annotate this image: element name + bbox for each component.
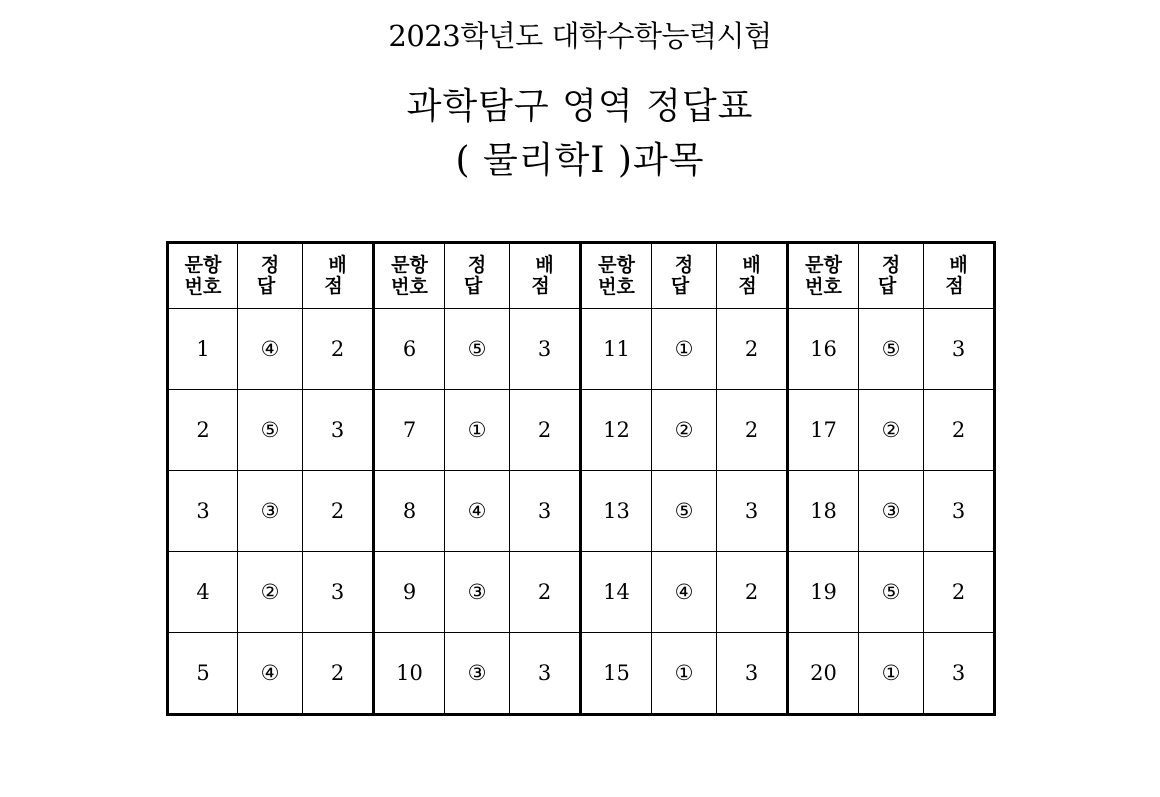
table-row (168, 471, 995, 552)
points-cell: 2 (510, 390, 581, 471)
points-cell: 3 (717, 633, 788, 715)
header-points (303, 243, 374, 309)
answer-cell: ① (445, 390, 510, 471)
answer-cell: ③ (859, 471, 924, 552)
answer-cell: ③ (238, 471, 303, 552)
header-question-no (374, 243, 445, 309)
answer-cell: ② (652, 390, 717, 471)
header-answer (445, 243, 510, 309)
answer-cell: ① (859, 633, 924, 715)
table-row (168, 633, 995, 715)
header-answer (652, 243, 717, 309)
answer-cell: ② (238, 552, 303, 633)
header-points (510, 243, 581, 309)
question-number-cell: 19 (788, 552, 859, 633)
points-cell: 3 (510, 309, 581, 390)
answer-cell: ③ (445, 633, 510, 715)
points-cell: 2 (924, 390, 995, 471)
question-number-cell: 15 (581, 633, 652, 715)
question-number-cell: 13 (581, 471, 652, 552)
question-number-cell: 6 (374, 309, 445, 390)
header-answer-label: 정 답 (670, 254, 702, 297)
points-cell: 2 (510, 552, 581, 633)
points-cell: 3 (510, 633, 581, 715)
points-cell: 2 (303, 471, 374, 552)
question-number-cell: 12 (581, 390, 652, 471)
question-number-cell: 1 (168, 309, 238, 390)
answer-cell: ⑤ (652, 471, 717, 552)
header-answer-label: 정 답 (256, 254, 288, 297)
points-cell: 2 (717, 390, 788, 471)
header-question-no-label: 문항번호 (184, 254, 222, 298)
question-number-cell: 16 (788, 309, 859, 390)
points-cell: 3 (717, 471, 788, 552)
question-number-cell: 9 (374, 552, 445, 633)
answer-cell: ④ (652, 552, 717, 633)
answer-cell: ③ (445, 552, 510, 633)
answer-body (168, 309, 995, 715)
points-cell: 3 (924, 633, 995, 715)
header-answer (238, 243, 303, 309)
table-row (168, 552, 995, 633)
subject-title: ( 물리학Ⅰ )과목 (455, 140, 705, 181)
header-points (924, 243, 995, 309)
header-points-label: 배 점 (945, 254, 976, 297)
header-question-no-label: 문항번호 (598, 254, 635, 298)
question-number-cell: 17 (788, 390, 859, 471)
question-number-cell: 18 (788, 471, 859, 552)
answer-cell: ⑤ (238, 390, 303, 471)
question-number-cell: 14 (581, 552, 652, 633)
points-cell: 2 (303, 633, 374, 715)
answer-cell: ④ (238, 309, 303, 390)
header-answer-label: 정 답 (877, 254, 909, 297)
answer-cell: ④ (238, 633, 303, 715)
header-question-no (788, 243, 859, 309)
answer-cell: ⑤ (859, 309, 924, 390)
header-points-label: 배 점 (738, 254, 769, 297)
answer-cell: ④ (445, 471, 510, 552)
points-cell: 2 (303, 309, 374, 390)
header-points (717, 243, 788, 309)
answer-cell: ① (652, 309, 717, 390)
header-question-no-label: 문항번호 (391, 254, 428, 298)
header-question-no (168, 243, 238, 309)
table-row (168, 309, 995, 390)
question-number-cell: 3 (168, 471, 238, 552)
points-cell: 3 (303, 390, 374, 471)
header-row (168, 243, 995, 309)
points-cell: 3 (510, 471, 581, 552)
points-cell: 3 (303, 552, 374, 633)
answer-table (166, 241, 996, 716)
header-answer (859, 243, 924, 309)
answer-cell: ① (652, 633, 717, 715)
header-points-label: 배 점 (324, 254, 355, 297)
header-question-no-label: 문항번호 (805, 254, 842, 298)
exam-title: 2023학년도 대학수학능력시험 (388, 19, 772, 53)
answer-cell: ② (859, 390, 924, 471)
question-number-cell: 11 (581, 309, 652, 390)
area-title: 과학탐구 영역 정답표 (406, 86, 754, 127)
table-row (168, 390, 995, 471)
header-question-no (581, 243, 652, 309)
question-number-cell: 2 (168, 390, 238, 471)
question-number-cell: 10 (374, 633, 445, 715)
points-cell: 3 (924, 309, 995, 390)
points-cell: 2 (717, 552, 788, 633)
points-cell: 2 (924, 552, 995, 633)
question-number-cell: 7 (374, 390, 445, 471)
question-number-cell: 5 (168, 633, 238, 715)
answer-cell: ⑤ (445, 309, 510, 390)
header-points-label: 배 점 (531, 254, 562, 297)
points-cell: 2 (717, 309, 788, 390)
points-cell: 3 (924, 471, 995, 552)
header-answer-label: 정 답 (463, 254, 495, 297)
answer-cell: ⑤ (859, 552, 924, 633)
question-number-cell: 20 (788, 633, 859, 715)
question-number-cell: 4 (168, 552, 238, 633)
question-number-cell: 8 (374, 471, 445, 552)
